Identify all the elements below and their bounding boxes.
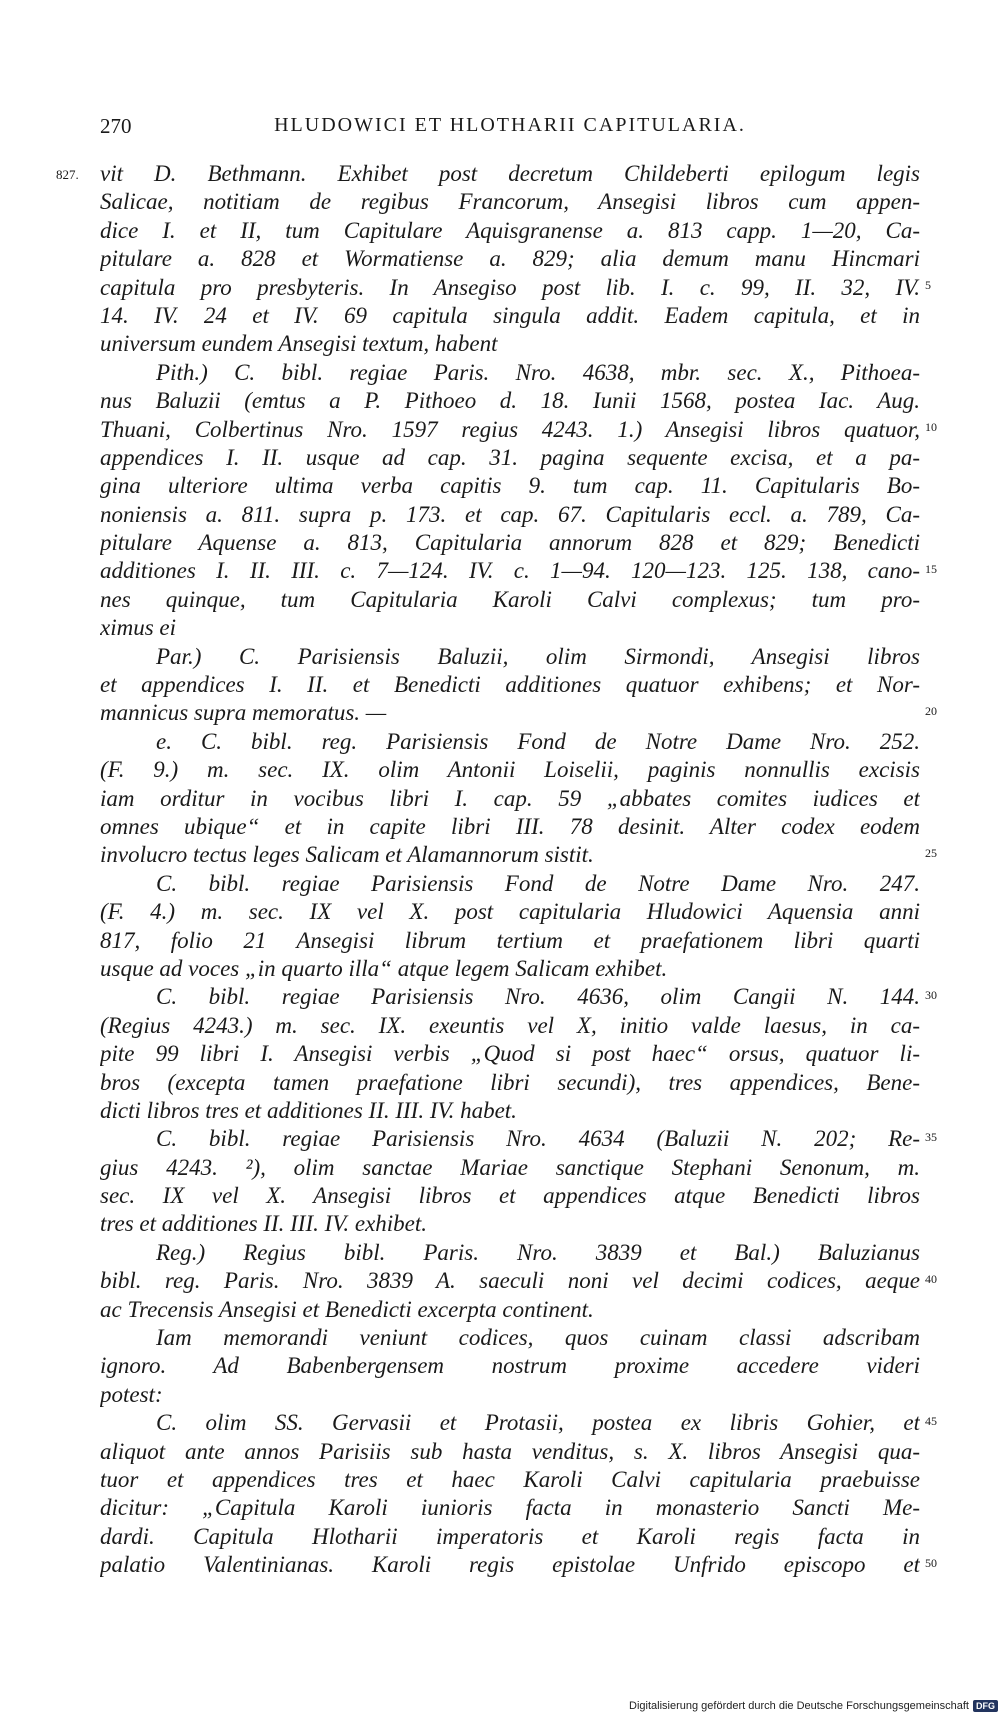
text-line: (F. 9.) m. sec. IX. olim Antonii Loiselii, paginis nonnullis excisis [100, 757, 920, 783]
text-line: e. C. bibl. reg. Parisiensis Fond de Notre Dame Nro. 252. [156, 728, 920, 754]
line-number: 25 [925, 846, 937, 860]
text-line: dice I. et II, tum Capitulare Aquisgranense a. 813 capp. 1—20, Ca- [100, 217, 920, 243]
text-line: noniensis a. 811. supra p. 173. et cap. 67. Capitularis eccl. a. 789, Ca- [100, 501, 920, 527]
text-line: palatio Valentinianas. Karoli regis epistolae Unfrido episcopo et [100, 1552, 920, 1578]
text-line: gina ulteriore ultima verba capitis 9. tum cap. 11. Capitularis Bo- [100, 473, 920, 499]
text-line: vit D. Bethmann. Exhibet post decretum Childeberti epilogum legis [100, 161, 920, 186]
text-line: ximus ei [100, 615, 177, 641]
text-line: bros (excepta tamen praefatione libri secundi), tres appendices, Bene- [100, 1069, 920, 1095]
text-line: ignoro. Ad Babenbergensem nostrum proxime accedere videri [100, 1353, 920, 1379]
text-line: 14. IV. 24 et IV. 69 capitula singula addit. Eadem capitula, et in [100, 302, 920, 328]
footer-text: Digitalisierung gefördert durch die Deutsche Forschungsgemeinschaft [629, 1700, 969, 1712]
page-header [100, 114, 920, 144]
text-line: C. bibl. regiae Parisiensis Fond de Notre Dame Nro. 247. [156, 870, 920, 896]
page-number: 270 [100, 114, 132, 138]
line-number: 15 [925, 562, 937, 576]
text-line: bibl. reg. Paris. Nro. 3839 A. saeculi noni vel decimi codices, aeque [100, 1268, 920, 1294]
text-line: dicti libros tres et additiones II. III. IV. habet. [100, 1097, 517, 1123]
text-line: Pith.) C. bibl. regiae Paris. Nro. 4638, mbr. sec. X., Pithoea- [156, 359, 920, 385]
text-line: et appendices I. II. et Benedicti additiones quatuor exhibens; et Nor- [100, 672, 920, 698]
running-title: HLUDOWICI ET HLOTHARII CAPITULARIA. [274, 114, 746, 136]
text-line: usque ad voces „in quarto illa“ atque legem Salicam exhibet. [100, 955, 668, 981]
text-line: appendices I. II. usque ad cap. 31. pagina sequente excisa, et a pa- [100, 444, 920, 470]
text-line: mannicus supra memoratus. — [100, 700, 387, 726]
text-line: capitula pro presbyteris. In Ansegiso post lib. I. c. 99, II. 32, IV. [100, 274, 920, 300]
text-line: dardi. Capitula Hlotharii imperatoris et Karoli regis facta in [100, 1523, 920, 1549]
line-number: 20 [925, 704, 937, 718]
text-line: nes quinque, tum Capitularia Karoli Calvi complexus; tum pro- [100, 586, 920, 612]
text-line: nus Baluzii (emtus a P. Pithoeo d. 18. Iunii 1568, postea Iac. Aug. [100, 388, 920, 414]
text-line: (Regius 4243.) m. sec. IX. exeuntis vel X, initio valde laesus, in ca- [100, 1012, 920, 1038]
body-text [100, 160, 920, 1580]
text-line: Thuani, Colbertinus Nro. 1597 regius 4243. 1.) Ansegisi libros quatuor, [100, 416, 920, 442]
text-line: Par.) C. Parisiensis Baluzii, olim Sirmondi, Ansegisi libros [156, 643, 920, 669]
text-line: Iam memorandi veniunt codices, quos cuinam classi adscribam [156, 1325, 920, 1351]
text-line: tuor et appendices tres et haec Karoli Calvi capitularia praebuisse [100, 1466, 920, 1492]
line-number: 50 [925, 1556, 937, 1570]
text-line: universum eundem Ansegisi textum, habent [100, 331, 498, 357]
text-line: Reg.) Regius bibl. Paris. Nro. 3839 et Bal.) Baluzianus [156, 1239, 920, 1265]
text-line: sec. IX vel X. Ansegisi libros et appendices atque Benedicti libros [100, 1183, 920, 1209]
line-number: 10 [925, 420, 937, 434]
text-line: iam orditur in vocibus libri I. cap. 59 „abbates comites iudices et [100, 785, 920, 811]
line-number: 35 [925, 1130, 937, 1144]
text-line: C. olim SS. Gervasii et Protasii, postea ex libris Gohier, et [156, 1410, 920, 1436]
text-line: additiones I. II. III. c. 7—124. IV. c. 1—94. 120—123. 125. 138, cano- [100, 558, 920, 584]
footer-credit [629, 1700, 998, 1712]
line-number: 5 [925, 278, 931, 292]
text-line: pitulare a. 828 et Wormatiense a. 829; alia demum manu Hincmari [100, 246, 920, 272]
line-number: 30 [925, 988, 937, 1002]
text-line: dicitur: „Capitula Karoli iunioris facta in monasterio Sancti Me- [100, 1495, 920, 1521]
text-line: pite 99 libri I. Ansegisi verbis „Quod si post haec“ orsus, quatuor li- [100, 1041, 920, 1067]
text-line: C. bibl. regiae Parisiensis Nro. 4634 (Baluzii N. 202; Re- [156, 1126, 920, 1152]
text-line: C. bibl. regiae Parisiensis Nro. 4636, olim Cangii N. 144. [156, 984, 920, 1010]
dfg-logo-icon: DFG [973, 1700, 998, 1712]
text-line: omnes ubique“ et in capite libri III. 78 desinit. Alter codex eodem [100, 813, 920, 839]
text-line: ac Trecensis Ansegisi et Benedicti excerpta continent. [100, 1296, 594, 1322]
text-line: gius 4243. ²), olim sanctae Mariae sanctique Stephani Senonum, m. [100, 1154, 920, 1180]
text-line: (F. 4.) m. sec. IX vel X. post capitularia Hludowici Aquensia anni [100, 899, 920, 925]
text-line: tres et additiones II. III. IV. exhibet. [100, 1211, 428, 1237]
line-number: 40 [925, 1272, 937, 1286]
text-line: 817, folio 21 Ansegisi librum tertium et praefationem libri quarti [100, 927, 920, 953]
text-line: potest: [100, 1381, 163, 1407]
margin-year: 827. [56, 167, 79, 182]
text-line: pitulare Aquense a. 813, Capitularia annorum 828 et 829; Benedicti [100, 530, 920, 556]
text-line: involucro tectus leges Salicam et Alamannorum sistit. [100, 842, 594, 868]
text-line: aliquot ante annos Parisiis sub hasta venditus, s. X. libros Ansegisi qua- [100, 1438, 920, 1464]
text-line: Salicae, notitiam de regibus Francorum, Ansegisi libros cum appen- [100, 189, 920, 215]
line-number: 45 [925, 1414, 937, 1428]
